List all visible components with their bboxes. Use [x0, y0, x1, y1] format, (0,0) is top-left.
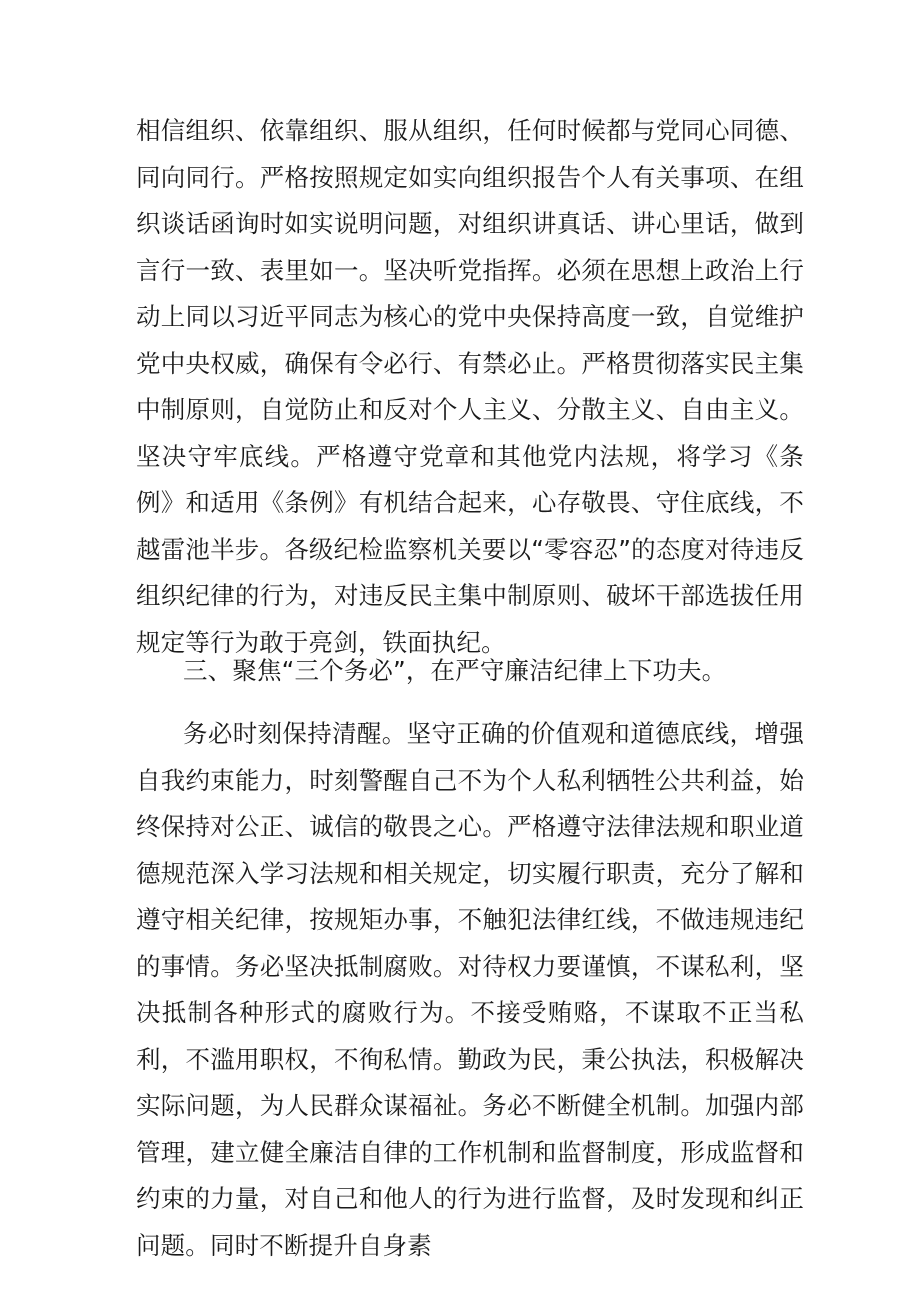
body-paragraph: 相信组织、依靠组织、服从组织，任何时候都与党同心同德、同向同行。严格按照规定如实向组织报告个人有关事项、在组织谈话函询时如实说明问题，对组织讲真话、讲心里话，做到言行一致、表里如一。坚决听党指挥。必须在思想上政治上行动上同以习近平同志为核心的党中央保持高度一致，自觉维护党中央权威，确保有令必行、有禁必止。严格贯彻落实民主集中制原则，自觉防止和反对个人主义、分散主义、自由主义。坚决守牢底线。严格遵守党章和其他党内法规，将学习《条例》和适用《条例》有机结合起来，心存敬畏、守住底线，不越雷池半步。各级纪检监察机关要以“零容忍”的态度对待违反组织纪律的行为，对违反民主集中制原则、破坏干部选拔任用规定等行为敢于亮剑，铁面执纪。: [136, 116, 804, 657]
section-heading: 三、聚焦“三个务必”，在严守廉洁纪律上下功夫。: [183, 656, 727, 685]
body-paragraph: 务必时刻保持清醒。坚守正确的价值观和道德底线，增强自我约束能力，时刻警醒自己不为个人私利牺牲公共利益，始终保持对公正、诚信的敬畏之心。严格遵守法律法规和职业道德规范深入学习法规和相关规定，切实履行职责，充分了解和遵守相关纪律，按规矩办事，不触犯法律红线，不做违规违纪的事情。务必坚决抵制腐败。对待权力要谨慎，不谋私利，坚决抵制各种形式的腐败行为。不接受贿赂，不谋取不正当私利，不滥用职权，不徇私情。勤政为民，秉公执法，积极解决实际问题，为人民群众谋福祉。务必不断健全机制。加强内部管理，建立健全廉洁自律的工作机制和监督制度，形成监督和约束的力量，对自己和他人的行为进行监督，及时发现和纠正问题。同时不断提升自身素: [136, 719, 804, 1260]
